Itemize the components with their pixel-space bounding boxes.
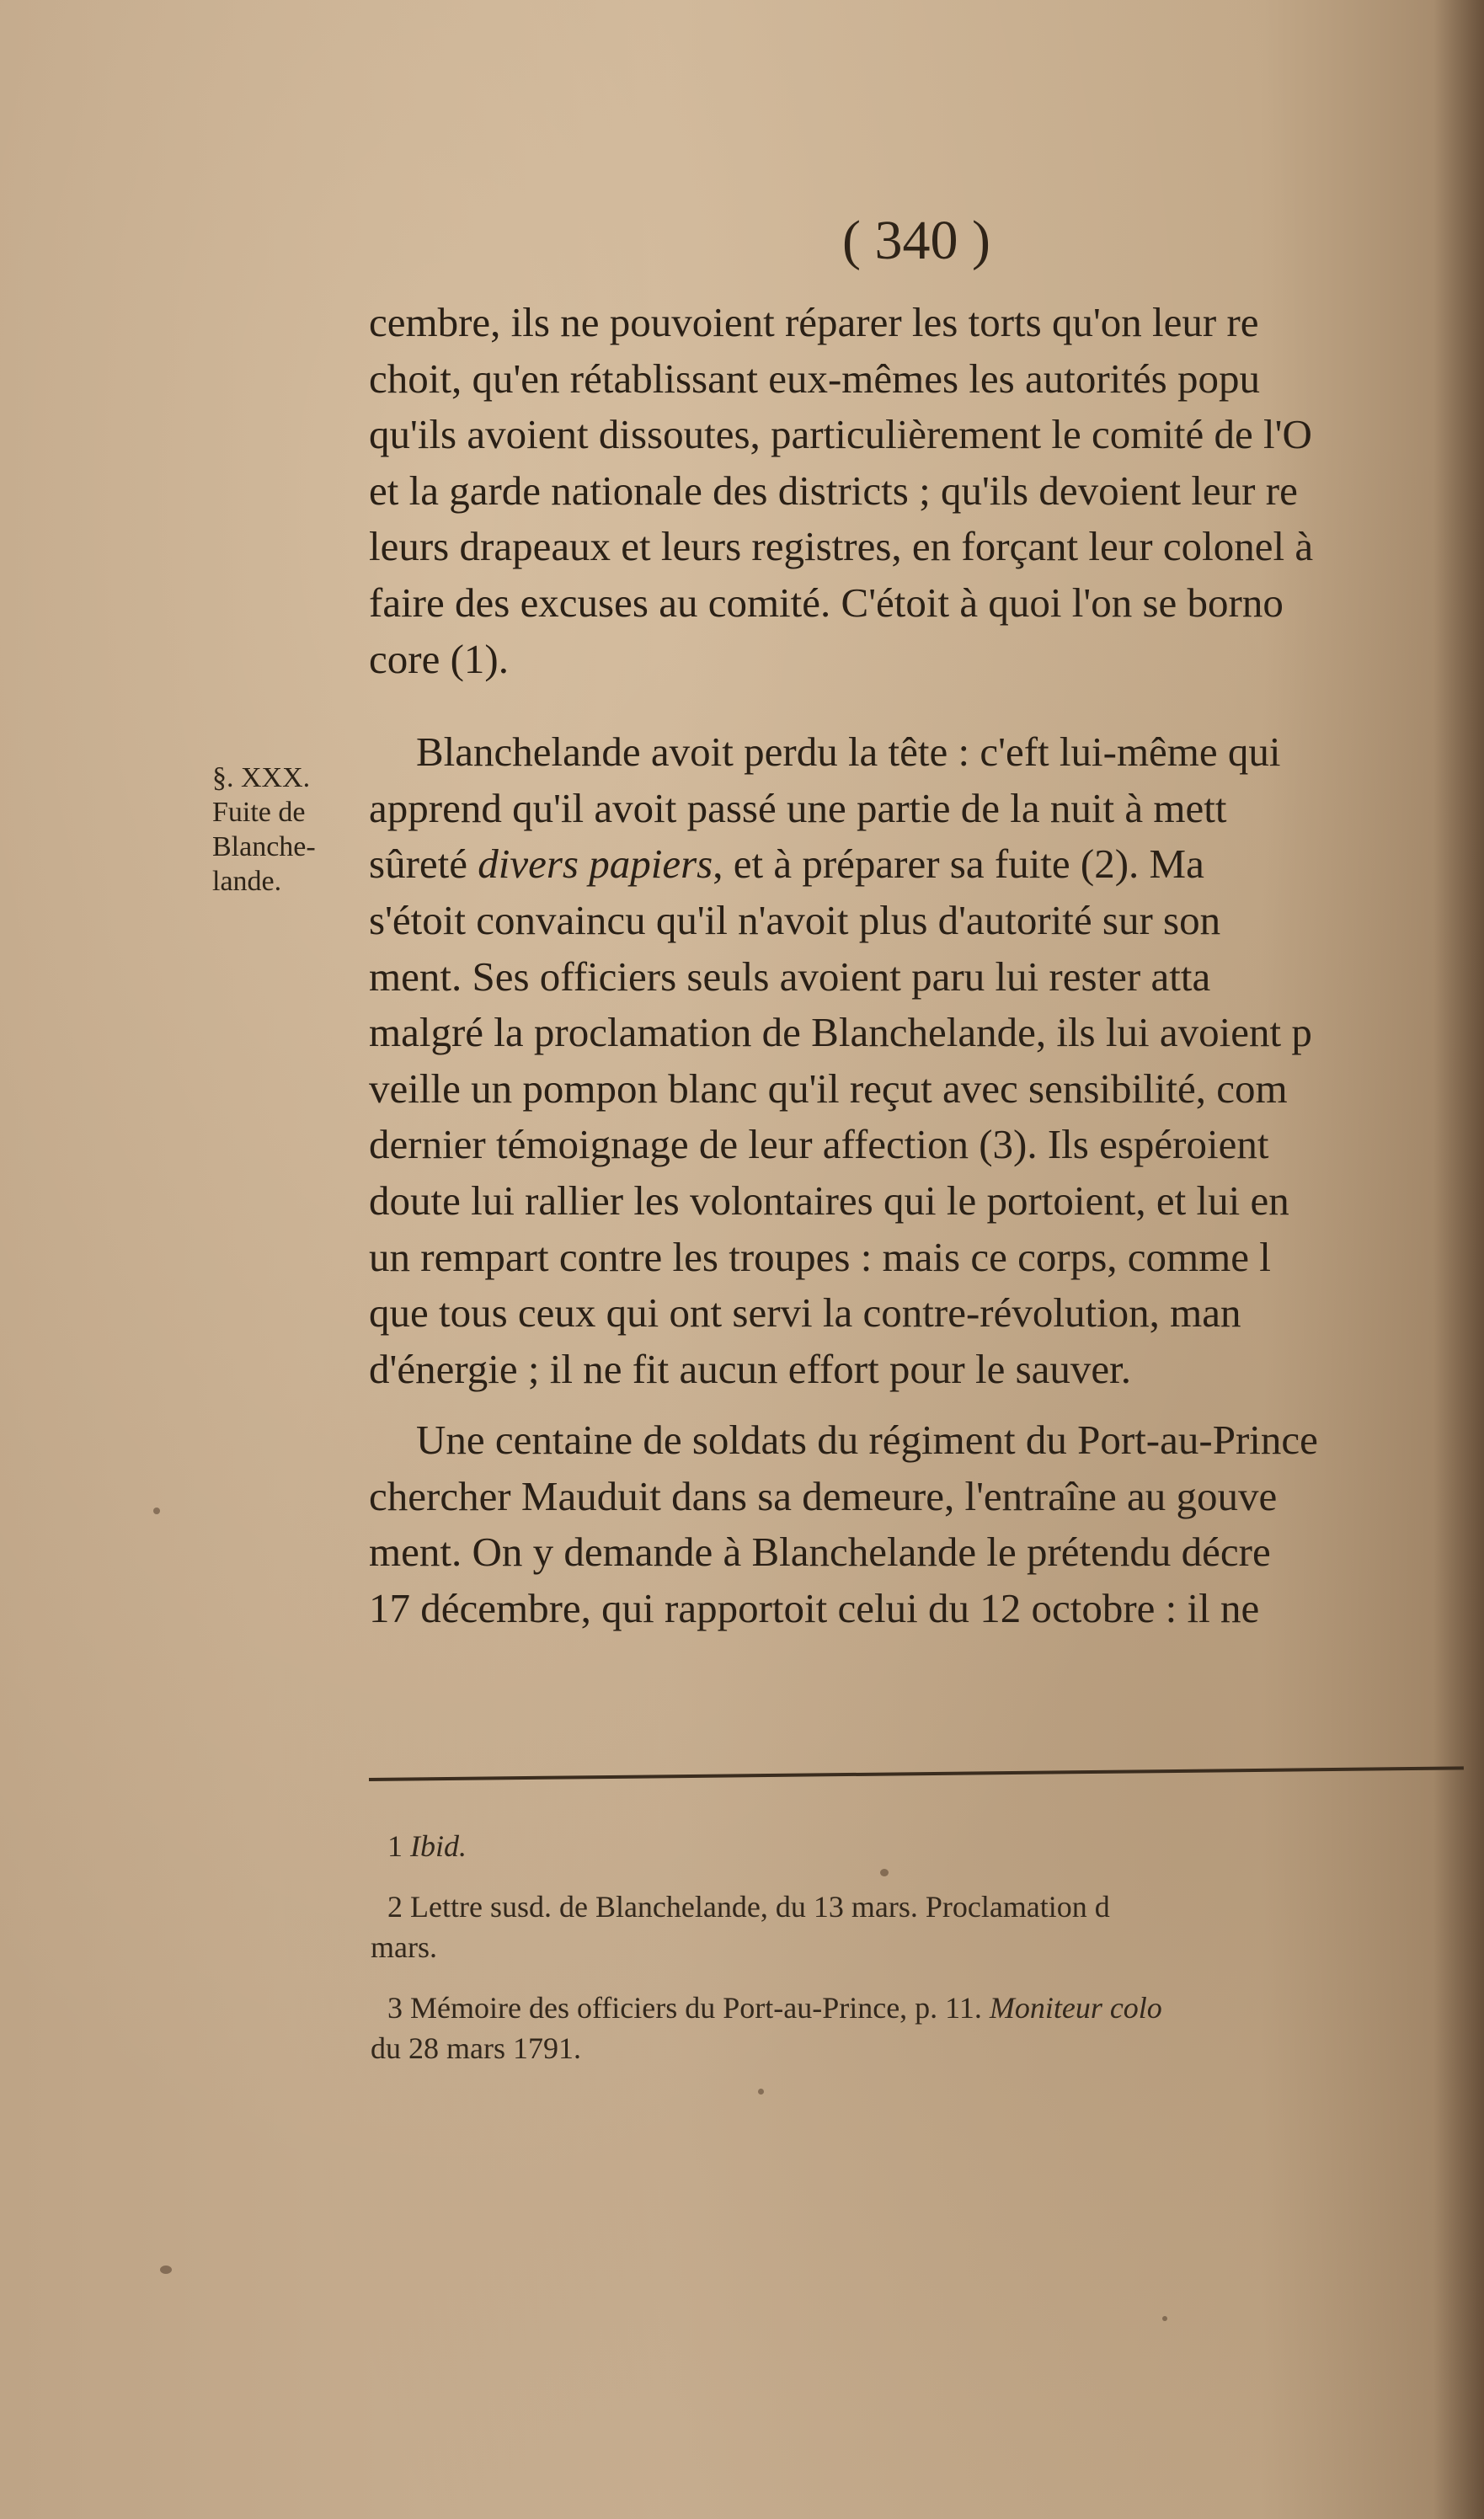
paper-speck [758, 2089, 764, 2095]
text-line: core (1). [369, 635, 509, 682]
text-line: apprend qu'il avoit passé une partie de la nuit à mett [369, 784, 1227, 831]
text-line: Une centaine de soldats du régiment du Port-au-Prince [416, 1417, 1318, 1464]
text-line: un rempart contre les troupes : mais ce corps, comme l [369, 1233, 1271, 1280]
footnote-separator-rule [369, 1766, 1464, 1781]
footnotes [371, 1826, 1474, 2068]
footnote-3: 3 Mémoire des officiers du Port-au-Prince, p. 11. Moniteur colo [387, 1991, 1162, 2025]
paragraph-3 [369, 1412, 1472, 1636]
footnote-1: 1 Ibid. [387, 1829, 467, 1863]
text-line: Blanchelande avoit perdu la tête : c'eft lui-même qui [416, 728, 1281, 776]
paper-speck [153, 1508, 160, 1514]
text-line: s'étoit convaincu qu'il n'avoit plus d'autorité sur son [369, 896, 1221, 943]
text-line: que tous ceux qui ont servi la contre-révolution, man [369, 1289, 1241, 1337]
footnote-3-continuation: du 28 mars 1791. [371, 2031, 581, 2065]
text-line: sûreté divers papiers, et à préparer sa fuite (2). Ma [369, 841, 1204, 888]
text-line: 17 décembre, qui rapportoit celui du 12 octobre : il ne [369, 1585, 1260, 1632]
text-line: faire des excuses au comité. C'étoit à quoi l'on se borno [369, 579, 1284, 626]
text-line: choit, qu'en rétablissant eux-mêmes les autorités popu [369, 355, 1260, 402]
text-line: ment. Ses officiers seuls avoient paru lui rester atta [369, 953, 1211, 1000]
text-line: doute lui rallier les volontaires qui le portoient, et lui en [369, 1177, 1289, 1224]
text-line: cembre, ils ne pouvoient réparer les torts qu'on leur re [369, 299, 1259, 345]
marginal-line: Blanche- [212, 831, 316, 862]
marginal-line: lande. [212, 866, 282, 897]
text-line: chercher Mauduit dans sa demeure, l'entraîne au gouve [369, 1472, 1278, 1519]
text-line: veille un pompon blanc qu'il reçut avec sensibilité, com [369, 1065, 1288, 1112]
text-line: dernier témoignage de leur affection (3). Ils espéroient [369, 1121, 1269, 1168]
footnote-2: 2 Lettre susd. de Blanchelande, du 13 mars. Proclamation d [387, 1890, 1110, 1924]
paragraph-gap [369, 1397, 1472, 1412]
page-number: ( 340 ) [842, 210, 990, 271]
marginal-note [212, 761, 316, 899]
paragraph-1 [369, 295, 1472, 687]
footnote-gap [387, 1866, 1474, 1887]
paper-speck [1162, 2316, 1167, 2321]
text-line: ment. On y demande à Blanchelande le prétendu décre [369, 1529, 1271, 1576]
text-line: malgré la proclamation de Blanchelande, ils lui avoient p [369, 1009, 1312, 1056]
main-text [369, 295, 1472, 1637]
marginal-line: Fuite de [212, 797, 306, 828]
text-line: et la garde nationale des districts ; qu'ils devoient leur re [369, 467, 1298, 514]
marginal-line: §. XXX. [212, 762, 311, 793]
text-line: leurs drapeaux et leurs registres, en forçant leur colonel à [369, 523, 1314, 570]
paragraph-2 [369, 724, 1472, 1397]
footnote-gap [387, 1967, 1474, 1988]
footnote-2-continuation: mars. [371, 1930, 437, 1964]
text-line: qu'ils avoient dissoutes, particulièrement le comité de l'O [369, 411, 1312, 458]
paper-speck [160, 2265, 172, 2274]
paragraph-gap [369, 687, 1472, 724]
paper-speck [880, 1869, 889, 1876]
text-line: d'énergie ; il ne fit aucun effort pour le sauver. [369, 1345, 1132, 1392]
